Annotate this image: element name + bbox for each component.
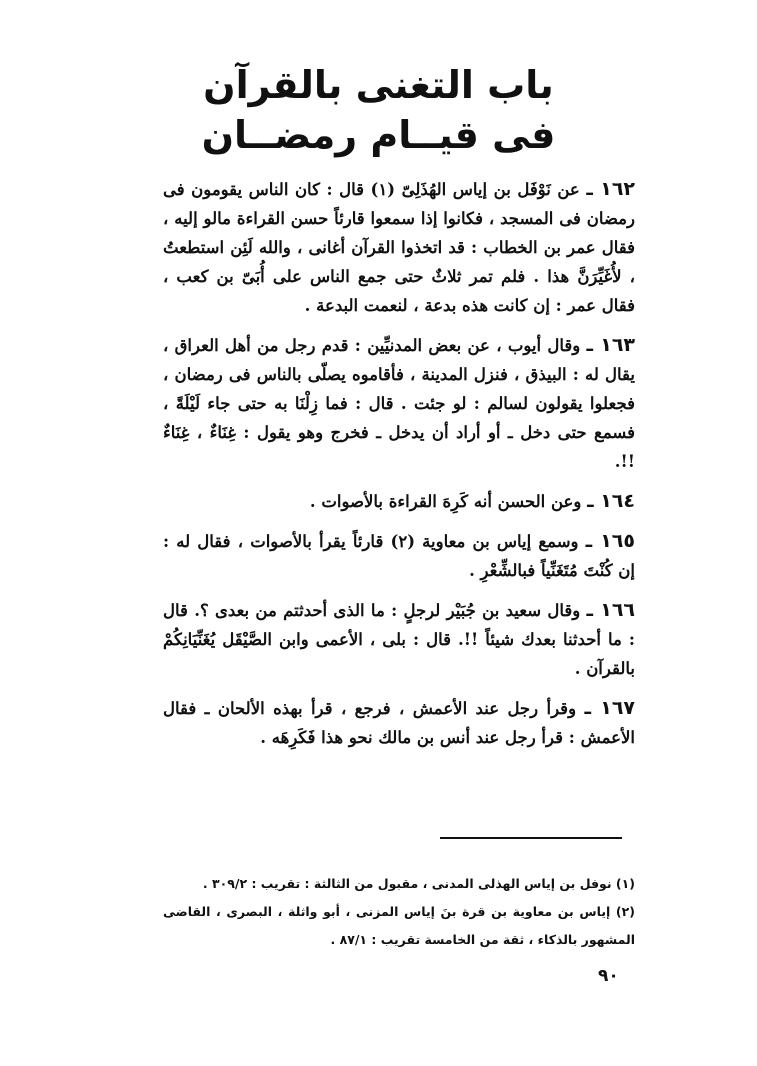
chapter-subtitle: فى قيــام رمضــان xyxy=(201,113,556,157)
paragraph-number: ١٦٤ ـ xyxy=(587,490,635,512)
paragraph-number: ١٦٢ ـ xyxy=(586,178,636,200)
paragraph-text: وقال أيوب ، عن بعض المدنيِّين : قدم رجل من أهل العراق ، يقال له : البيذق ، فنزل المدينة ، فأقاموه يصلّى بالناس فى رمضان ، فجعلوا يقولون لسالم : لو جئت . قال : فما زِلْنَا به حتى جاء لَيْلَةً ، فسمع حتى دخل ـ أو أراد أن يدخل ـ فخرج وهو يقول : غِنَاءٌ ، غِنَاءٌ !!. xyxy=(163,336,635,471)
page-number: ٩٠ xyxy=(598,966,619,986)
paragraph-text: وعن الحسن أنه كَرِهَ القراءة بالأصوات . xyxy=(309,492,582,511)
paragraph-number: ١٦٦ ـ xyxy=(586,599,636,621)
paragraph-text: وقرأ رجل عند الأعمش ، فرجع ، قرأ بهذه الألحان ـ فقال الأعمش : قرأ رجل عند أنس بن مالك نحو هذا فَكَرِهَه . xyxy=(163,699,635,747)
paragraph-number: ١٦٣ ـ xyxy=(586,334,636,356)
paragraph-number: ١٦٧ ـ xyxy=(584,697,636,719)
footnote-1: (١) نوفل بن إياس الهذلى المدنى ، مقبول من الثالثة : تقريب : ٣٠٩/٢ . xyxy=(202,876,635,891)
paragraph-163 xyxy=(163,331,635,476)
paragraph-167 xyxy=(163,694,635,752)
paragraph-text: وسمع إياس بن معاوية (٢) قارئاً يقرأ بالأصوات ، فقال له : إن كُنْتَ مُتَغَنِّياً فبالشِّعْرِ . xyxy=(163,532,635,580)
paragraph-number: ١٦٥ ـ xyxy=(585,530,635,552)
paragraph-162 xyxy=(163,175,635,320)
paragraph-164 xyxy=(163,487,635,516)
paragraph-text: وقال سعيد بن جُبَيْر لرجلٍ : ما الذى أحدثتم من بعدى ؟. قال : ما أحدثنا بعدك شيئاً !!. قال : بلى ، الأعمى وابن الصَّيْقَل يُغَنِّيَانِكُمْ بالقرآن . xyxy=(163,601,635,678)
footnote-2: (٢) إياس بن معاوية بن قرة بنَ إياس المزنى ، أبو واثلة ، البصرى ، القاضى المشهور بالذكاء ، ثقة من الخامسة تقريب : ٨٧/١ . xyxy=(163,904,635,947)
paragraph-text: عن نَوْفَل بن إياس الهُذَلِىّ (١) قال : كان الناس يقومون فى رمضان فى المسجد ، فكانوا إذا سمعوا قارئاً حسن القراءة مالو إليه ، فقال عمر بن الخطاب : قد اتخذوا القرآن أغانى ، والله لَئِن استطعتُ ، لأُغَيِّرَنَّ هذا . فلم تمر ثلاثٌ حتى جمع الناس على أُبَىّ بن كعب ، فقال عمر : إن كانت هذه بدعة ، لنعمت البدعة . xyxy=(163,180,635,315)
paragraph-166 xyxy=(163,596,635,683)
paragraph-165 xyxy=(163,527,635,585)
main-text xyxy=(163,175,635,763)
footnotes xyxy=(163,870,635,954)
chapter-title: باب التغنى بالقرآن xyxy=(203,63,554,107)
footnote-divider xyxy=(440,837,622,839)
